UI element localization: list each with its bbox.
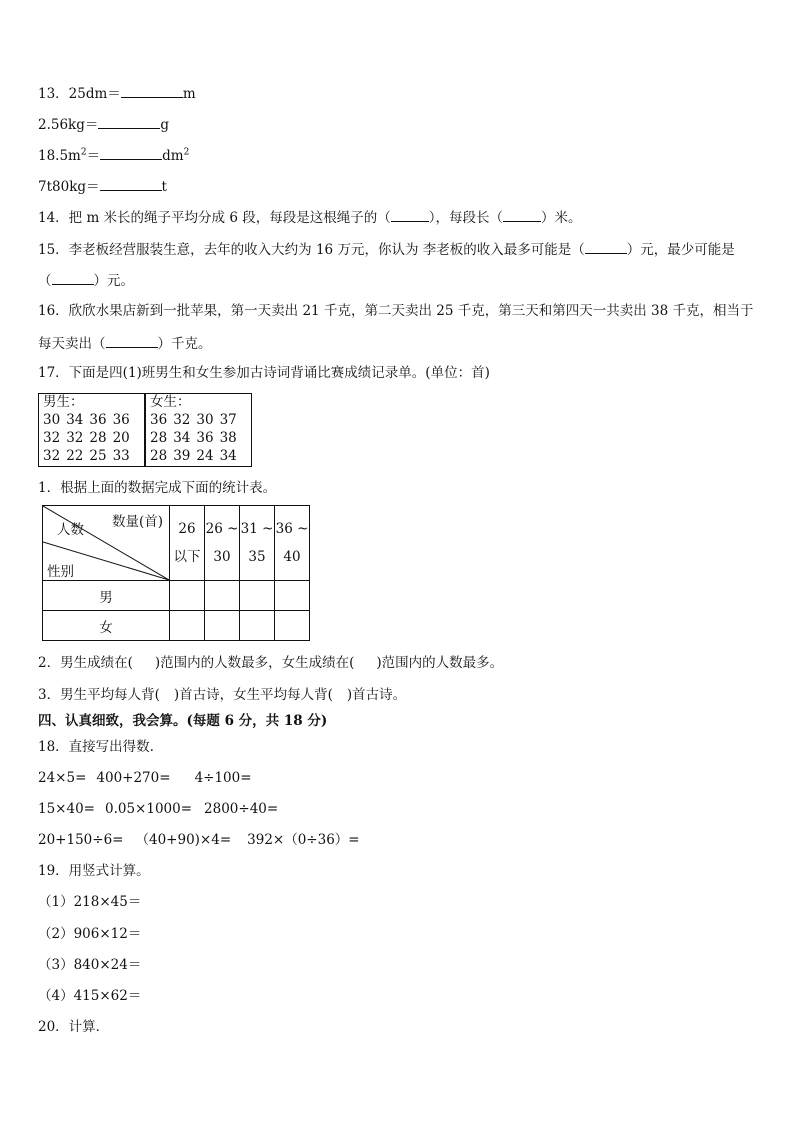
table-cell: 33 [112,448,130,464]
calc-item: 24×5= [38,770,87,786]
statistics-table [42,505,310,641]
table-cell: 25 [89,448,107,464]
table-cell: 20 [112,430,130,446]
answer-blank[interactable] [391,207,429,222]
q19-item: （3）840×24＝ [38,957,142,973]
q15-text-a: 15．李老板经营服装生意，去年的收入大约为 16 万元，你认为 李老板的收入最多可能是（ [38,242,585,258]
q15-text-b: ）元，最少可能是 [626,242,735,258]
girls-record-table [147,393,240,465]
input-cell[interactable] [205,581,240,611]
range-header-top: 26 ~ [205,521,239,537]
range-header [170,506,205,581]
answer-blank[interactable] [100,176,162,191]
q16-text-b: 每天卖出（ [38,336,106,352]
range-header [275,506,310,581]
range-header-top: 31 ~ [240,521,274,537]
table-cell: 32 [43,430,61,446]
q13-line2-unit: g [160,117,170,133]
q16-text-c: ）千克。 [157,336,212,352]
q19-item: （4）415×62＝ [38,988,142,1004]
calc-item: （40+90)×4= [135,832,232,848]
calc-item: 20+150÷6= [38,832,124,848]
calc-item: 400+270= [96,770,171,786]
boys-label: 男生： [43,394,84,410]
table-cell: 39 [173,448,191,464]
table-cell: 34 [66,412,84,428]
answer-blank[interactable] [52,270,94,285]
range-header-top: 26 [178,521,196,537]
q13-line2 [38,114,169,134]
table-cell: 32 [43,448,61,464]
table-row [43,581,310,611]
header-gender-label: 性别 [47,564,74,580]
section-heading: 四、认真细致，我会算。(每题 6 分，共 18 分) [38,713,328,729]
q15-text-c: （ [38,273,52,289]
table-cell: 32 [173,412,191,428]
input-cell[interactable] [275,581,310,611]
boys-record-table [40,393,133,465]
q17-sub3-b: )首古诗，女生平均每人背( [173,687,333,703]
input-cell[interactable] [240,581,275,611]
q13-line3-left: 18.5m [38,148,81,164]
table-cell: 28 [89,430,107,446]
calc-item: 4÷100= [194,770,252,786]
range-header [240,506,275,581]
q17-sub3-c: )首古诗。 [346,687,407,703]
table-cell: 38 [219,430,237,446]
calc-item: 2800÷40= [204,801,279,817]
q17-sub3 [38,686,406,704]
input-cell[interactable] [205,611,240,641]
table-cell: 34 [219,448,237,464]
range-header [205,506,240,581]
range-header-top: 36 ~ [275,521,309,537]
table-cell: 34 [173,430,191,446]
q14-text-c: ）米。 [540,210,582,226]
q17-sub2-b: )范围内的人数最多，女生成绩在( [154,655,355,671]
range-header-bottom: 30 [213,549,231,565]
q13-line1-unit: m [182,86,196,102]
q13-line3 [38,145,189,165]
table-header-row [43,506,310,581]
row-label-male: 男 [43,581,170,611]
diagonal-header-cell [43,506,170,581]
q20-title: 20．计算． [38,1019,110,1035]
range-header-bottom: 40 [283,549,301,565]
input-cell[interactable] [275,611,310,641]
range-header-bottom: 35 [248,549,266,565]
calc-item: 0.05×1000= [104,801,193,817]
q17-sub2-c: )范围内的人数最多。 [376,655,504,671]
q13-line4 [38,176,167,196]
table-row [147,411,240,429]
table-cell: 22 [66,448,84,464]
q17-sub1: 1．根据上面的数据完成下面的统计表。 [38,480,277,496]
table-cell: 30 [196,412,214,428]
table-cell: 24 [196,448,214,464]
q18-row2 [38,800,278,818]
row-label-female: 女 [43,611,170,641]
q16-line2 [38,333,212,353]
table-cell: 28 [150,448,168,464]
q17-sub2-a: 2．男生成绩在( [38,655,133,671]
q13-line1-left: 13．25dm＝ [38,86,121,102]
range-header-bottom: 以下 [173,549,201,565]
q13-line2-left: 2.56kg＝ [38,117,99,133]
q16-line1 [38,302,753,320]
superscript: 2 [80,147,87,158]
table-row [43,611,310,641]
q17-title: 17．下面是四(1)班男生和女生参加古诗词背诵比赛成绩记录单。(单位：首) [38,365,490,381]
q19-title: 19．用竖式计算。 [38,863,150,879]
q19-item: （1）218×45＝ [38,894,142,910]
q15-line2 [38,270,134,290]
calc-item: 15×40= [38,801,95,817]
table-cell: 36 [112,412,130,428]
q19-item: （2）906×12＝ [38,926,142,942]
q13-line1 [38,83,196,103]
girls-label: 女生： [150,394,191,410]
table-row [40,429,133,447]
table-cell: 36 [196,430,214,446]
calc-item: 392×（0÷36）= [247,832,360,848]
answer-blank[interactable] [585,239,627,254]
table-cell: 28 [150,430,168,446]
q17-sub3-a: 3．男生平均每人背( [38,687,160,703]
q16-text-a: 16．欣欣水果店新到一批苹果，第一天卖出 21 千克，第二天卖出 25 千克，第三天和第四天一共卖出 38 千克，相当于 [38,303,754,319]
answer-blank[interactable] [98,114,160,129]
table-row [147,447,240,465]
table-cell: 36 [89,412,107,428]
q18-title: 18．直接写出得数. [38,739,154,755]
q17-sub2 [38,654,503,672]
input-cell[interactable] [240,611,275,641]
input-cell[interactable] [170,611,205,641]
superscript: 2 [183,147,190,158]
answer-blank[interactable] [121,83,183,98]
table-cell: 32 [66,430,84,446]
answer-blank[interactable] [100,145,162,160]
header-people-label: 人数 [57,522,84,538]
equals-sign: ＝ [86,148,101,164]
table-cell: 37 [219,412,237,428]
q14-text-b: ），每段长（ [428,210,503,226]
q18-row3 [38,831,360,849]
table-cell: 36 [150,412,168,428]
q13-line4-unit: t [161,179,167,195]
answer-blank[interactable] [106,333,158,348]
q15-line1 [38,239,735,259]
input-cell[interactable] [170,581,205,611]
q14-text-a: 14．把 m 米长的绳子平均分成 6 段，每段是这根绳子的（ [38,210,391,226]
header-count-label: 数量(首) [111,514,163,530]
table-row [40,411,133,429]
table-cell: 30 [43,412,61,428]
answer-blank[interactable] [503,207,541,222]
table-row [40,447,133,465]
q14 [38,207,581,227]
table-row [147,429,240,447]
q13-line3-unit: dm [162,148,184,164]
q18-row1 [38,769,252,787]
q15-text-d: ）元。 [93,273,134,289]
q13-line4-left: 7t80kg＝ [38,179,100,195]
